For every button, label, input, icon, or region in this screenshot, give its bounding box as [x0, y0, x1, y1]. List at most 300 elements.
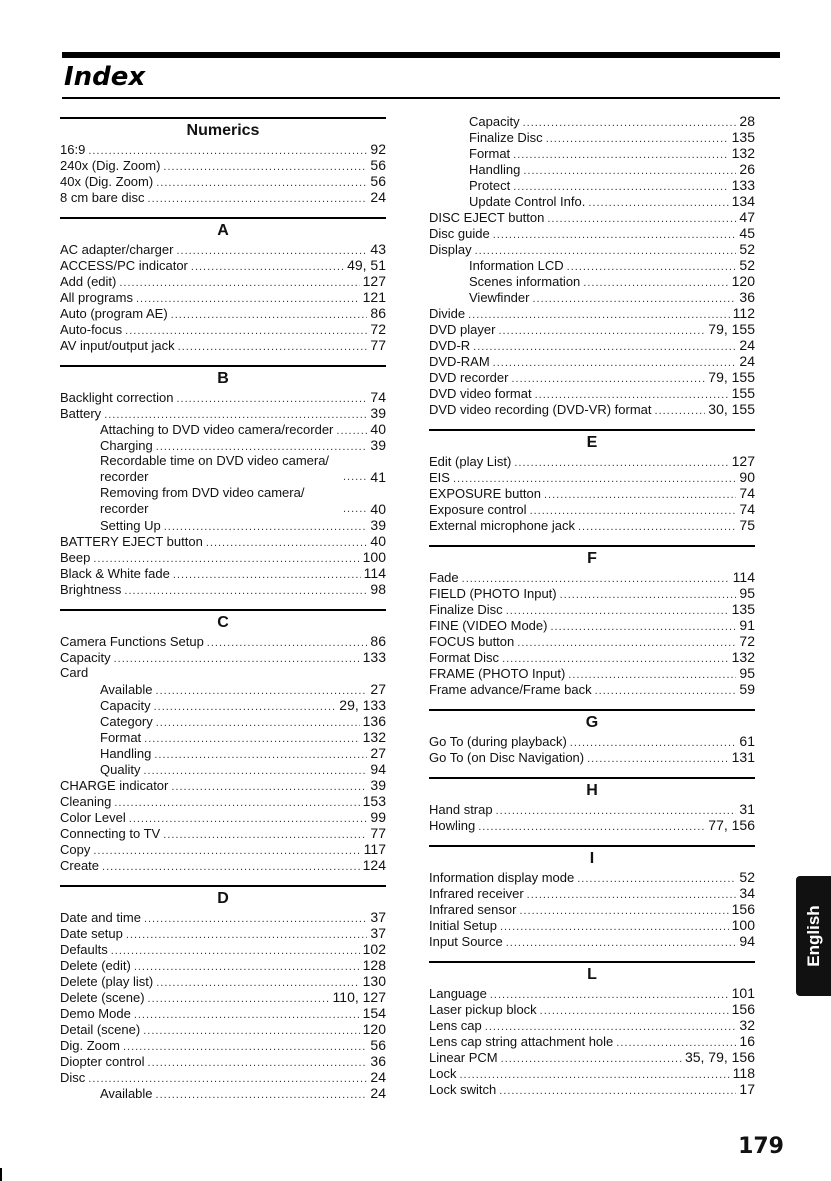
dot-leader: [156, 1087, 368, 1103]
section-heading: L: [587, 966, 597, 983]
section-heading: B: [217, 370, 229, 387]
index-entry: [60, 1021, 386, 1037]
index-subentry: [429, 193, 755, 209]
entry-pages: 24: [370, 1085, 386, 1101]
entry-term: Diopter control: [60, 1054, 145, 1069]
entry-pages: 101: [731, 985, 755, 1001]
language-tab-label: English: [803, 905, 823, 967]
entry-term: Create: [60, 858, 100, 873]
section-heading: E: [586, 434, 598, 451]
entry-pages: 114: [363, 565, 386, 581]
index-section: [429, 845, 755, 949]
dot-leader: [176, 391, 367, 407]
entry-pages: 29, 133: [339, 697, 386, 713]
dot-leader: [88, 1071, 367, 1087]
index-entry: [60, 989, 386, 1005]
index-subentry: [429, 145, 755, 161]
entry-term: Display: [429, 242, 472, 257]
dot-leader: [546, 131, 729, 147]
entry-pages: 36: [739, 289, 755, 305]
index-entry: [429, 817, 755, 833]
dot-leader: [544, 487, 736, 503]
section-heading: G: [585, 714, 599, 731]
dot-leader: [124, 583, 367, 599]
index-entry: [429, 649, 755, 665]
dot-leader: [560, 587, 737, 603]
entry-pages: 24: [370, 1069, 386, 1085]
dot-leader: [588, 195, 728, 211]
entry-term: Disc: [60, 1070, 86, 1085]
dot-leader: [502, 651, 729, 667]
entry-pages: 120: [731, 273, 755, 289]
entry-term: Laser pickup block: [429, 1002, 537, 1017]
dot-leader: [578, 519, 736, 535]
index-entry: [429, 617, 755, 633]
index-section: [60, 117, 386, 205]
dot-leader: [523, 115, 737, 131]
dot-leader: [119, 275, 359, 291]
dot-leader: [207, 635, 368, 651]
left-column: [60, 117, 386, 1113]
entry-pages: 95: [739, 665, 755, 681]
dot-leader: [459, 1067, 729, 1083]
section-heading: Numerics: [186, 122, 260, 139]
entry-pages: 99: [370, 809, 386, 825]
corner-mark: [0, 1168, 2, 1181]
entry-term: 16:9: [60, 142, 86, 157]
entry-term: Howling: [429, 818, 476, 833]
index-entry: [429, 501, 755, 517]
entry-term: Infrared receiver: [429, 886, 524, 901]
index-entry: [429, 1065, 755, 1081]
entry-pages: 47: [739, 209, 755, 225]
entry-pages: 26: [739, 161, 755, 177]
entry-pages: 56: [370, 173, 386, 189]
entry-pages: 72: [370, 321, 386, 337]
dot-leader: [336, 423, 367, 439]
index-entry: [60, 405, 386, 421]
dot-leader: [490, 987, 729, 1003]
index-entry: [60, 581, 386, 597]
entry-term: Available: [100, 682, 153, 697]
entry-pages: 156: [731, 901, 755, 917]
entry-pages: 86: [370, 633, 386, 649]
index-entry: [429, 225, 755, 241]
entry-term: FOCUS button: [429, 634, 515, 649]
section-rule: [60, 365, 386, 367]
entry-pages: 39: [370, 437, 386, 453]
index-entry: [429, 1049, 755, 1065]
dot-leader: [191, 259, 344, 275]
entry-term: Language: [429, 986, 487, 1001]
entry-pages: 39: [370, 517, 386, 533]
index-entry: [60, 549, 386, 565]
entry-term: Card: [60, 665, 89, 680]
entry-term: CHARGE indicator: [60, 778, 169, 793]
entry-pages: 52: [739, 869, 755, 885]
entry-pages: 24: [370, 189, 386, 205]
dot-leader: [136, 291, 360, 307]
index-entry: [429, 385, 755, 401]
entry-pages: 77: [370, 825, 386, 841]
dot-leader: [114, 795, 359, 811]
index-entry: [60, 633, 386, 649]
dot-leader: [114, 651, 360, 667]
dot-leader: [570, 735, 737, 751]
entry-term: 8 cm bare disc: [60, 190, 145, 205]
entry-pages: 77, 156: [708, 817, 755, 833]
dot-leader: [154, 699, 337, 715]
page-title: Index: [64, 62, 146, 92]
entry-term: DVD video format: [429, 386, 532, 401]
entry-pages: 61: [739, 733, 755, 749]
entry-term: Format Disc: [429, 650, 500, 665]
entry-term: Delete (edit): [60, 958, 131, 973]
entry-term: Frame advance/Frame back: [429, 682, 592, 697]
index-section: [60, 217, 386, 353]
index-entry: [429, 353, 755, 369]
index-entry: [60, 1053, 386, 1069]
dot-leader: [468, 307, 730, 323]
index-subentry: [60, 517, 386, 533]
entry-pages: 37: [370, 909, 386, 925]
entry-pages: 98: [370, 581, 386, 597]
entry-pages: 75: [739, 517, 755, 533]
entry-pages: 52: [739, 241, 755, 257]
entry-term: Lock switch: [429, 1082, 497, 1097]
entry-term: Dig. Zoom: [60, 1038, 120, 1053]
entry-term: Backlight correction: [60, 390, 174, 405]
entry-term: Copy: [60, 842, 91, 857]
index-entry: [60, 289, 386, 305]
entry-pages: 135: [731, 601, 755, 617]
index-entry: [429, 749, 755, 765]
entry-pages: 86: [370, 305, 386, 321]
entry-pages: 133: [731, 177, 755, 193]
dot-leader: [567, 259, 737, 275]
entry-pages: 124: [362, 857, 386, 873]
dot-leader: [123, 1039, 367, 1055]
index-entry: [429, 401, 755, 417]
dot-leader: [163, 159, 367, 175]
entry-pages: 77: [370, 337, 386, 353]
index-subentry: [429, 129, 755, 145]
entry-pages: 127: [362, 273, 386, 289]
entry-pages: 27: [370, 681, 386, 697]
index-entry: [60, 1005, 386, 1021]
index-subentry: [429, 273, 755, 289]
dot-leader: [530, 503, 737, 519]
section-rule: [429, 845, 755, 847]
entry-pages: 117: [363, 841, 386, 857]
entry-term: Add (edit): [60, 274, 117, 289]
index-entry: [60, 909, 386, 925]
index-entry: [429, 665, 755, 681]
dot-leader: [173, 567, 361, 583]
index-subentry: [429, 257, 755, 273]
index-entry: [60, 389, 386, 405]
dot-leader: [171, 779, 367, 795]
dot-leader: [88, 143, 367, 159]
entry-pages: 31: [739, 801, 755, 817]
entry-term: Detail (scene): [60, 1022, 141, 1037]
entry-term: Edit (play List): [429, 454, 512, 469]
entry-term: Auto-focus: [60, 322, 123, 337]
dot-leader: [595, 683, 737, 699]
index-entry: [60, 533, 386, 549]
index-entry: [429, 369, 755, 385]
index-subentry: [60, 681, 386, 697]
dot-leader: [144, 731, 359, 747]
index-subentry: [429, 113, 755, 129]
entry-term: External microphone jack: [429, 518, 575, 533]
section-rule: [60, 117, 386, 119]
entry-pages: 52: [739, 257, 755, 273]
entry-pages: 100: [731, 917, 755, 933]
entry-term: Available: [100, 1086, 153, 1101]
entry-term: Color Level: [60, 810, 126, 825]
dot-leader: [527, 887, 737, 903]
entry-term: Go To (during playback): [429, 734, 567, 749]
index-subentry: [60, 697, 386, 713]
entry-term: Format: [469, 146, 511, 161]
entry-term: Date and time: [60, 910, 141, 925]
dot-leader: [587, 751, 729, 767]
entry-pages: 132: [362, 729, 386, 745]
entry-term: All programs: [60, 290, 133, 305]
section-rule: [429, 961, 755, 963]
section-heading: A: [217, 222, 229, 239]
entry-term: Battery: [60, 406, 102, 421]
entry-pages: 155: [731, 385, 755, 401]
index-entry: [60, 189, 386, 205]
index-section: [60, 365, 386, 597]
index-entry: [429, 901, 755, 917]
entry-term: Information LCD: [469, 258, 564, 273]
entry-pages: 41: [370, 469, 386, 485]
entry-term: Demo Mode: [60, 1006, 131, 1021]
dot-leader: [547, 211, 736, 227]
dot-leader: [498, 323, 705, 339]
entry-term: Date setup: [60, 926, 123, 941]
section-heading: C: [217, 614, 229, 631]
entry-term: Information display mode: [429, 870, 575, 885]
index-entry: [60, 1037, 386, 1053]
entry-term: Attaching to DVD video camera/recorder: [100, 422, 334, 437]
dot-leader: [156, 975, 359, 991]
dot-leader: [493, 355, 737, 371]
index-subentry: [60, 761, 386, 777]
entry-pages: 134: [731, 193, 755, 209]
section-rule: [429, 429, 755, 431]
section-rule: [429, 777, 755, 779]
entry-pages: 94: [370, 761, 386, 777]
dot-leader: [148, 191, 368, 207]
dot-leader: [178, 339, 368, 355]
index-entry: [429, 869, 755, 885]
index-entry: [60, 649, 386, 665]
dot-leader: [111, 943, 360, 959]
entry-term: Defaults: [60, 942, 108, 957]
index-entry: [60, 257, 386, 273]
entry-term: Handling: [100, 746, 152, 761]
dot-leader: [143, 763, 367, 779]
entry-term: Finalize Disc: [469, 130, 543, 145]
index-entry: [60, 321, 386, 337]
entry-pages: 121: [362, 289, 386, 305]
dot-leader: [514, 455, 728, 471]
entry-term: 40x (Dig. Zoom): [60, 174, 154, 189]
index-entry: [429, 801, 755, 817]
entry-term: ACCESS/PC indicator: [60, 258, 188, 273]
entry-term: Handling: [469, 162, 521, 177]
index-entry: [60, 1069, 386, 1085]
entry-term: Finalize Disc: [429, 602, 503, 617]
dot-leader: [148, 991, 330, 1007]
entry-term: Connecting to TV: [60, 826, 161, 841]
index-entry: [60, 141, 386, 157]
section-heading: H: [586, 782, 598, 799]
entry-term: Brightness: [60, 582, 122, 597]
index-entry: [60, 925, 386, 941]
entry-term: Exposure control: [429, 502, 527, 517]
section-heading: F: [587, 550, 597, 567]
index-section: [429, 545, 755, 697]
entry-term: Setting Up: [100, 518, 161, 533]
index-entry: [60, 941, 386, 957]
entry-pages: 37: [370, 925, 386, 941]
entry-pages: 40: [370, 421, 386, 437]
entry-term: Format: [100, 730, 142, 745]
index-subentry: [429, 289, 755, 305]
entry-pages: 95: [739, 585, 755, 601]
dot-leader: [93, 843, 360, 859]
entry-term: Quality: [100, 762, 141, 777]
index-entry: [60, 777, 386, 793]
index-entry: [429, 485, 755, 501]
entry-pages: 120: [362, 1021, 386, 1037]
entry-pages: 90: [739, 469, 755, 485]
index-entry: [429, 241, 755, 257]
dot-leader: [206, 535, 368, 551]
index-entry: [60, 273, 386, 289]
entry-pages: 127: [731, 453, 755, 469]
dot-leader: [535, 387, 729, 403]
entry-pages: 110, 127: [332, 989, 386, 1005]
entry-term: FIELD (PHOTO Input): [429, 586, 557, 601]
index-entry: [429, 1081, 755, 1097]
index-entry: [429, 453, 755, 469]
entry-term: DVD player: [429, 322, 496, 337]
dot-leader: [125, 323, 367, 339]
section-heading: I: [589, 850, 595, 867]
entry-term: Cleaning: [60, 794, 112, 809]
index-entry: [429, 585, 755, 601]
dot-leader: [475, 243, 737, 259]
entry-pages: 45: [739, 225, 755, 241]
entry-pages: 154: [362, 1005, 386, 1021]
dot-leader: [485, 1019, 737, 1035]
dot-leader: [154, 747, 367, 763]
entry-pages: 156: [731, 1001, 755, 1017]
index-entry: [429, 733, 755, 749]
dot-leader: [655, 403, 706, 419]
entry-pages: 132: [731, 649, 755, 665]
dot-leader: [473, 339, 736, 355]
index-entry: [429, 885, 755, 901]
entry-term: Charging: [100, 438, 153, 453]
dot-leader: [583, 275, 728, 291]
index-entry: [429, 469, 755, 485]
dot-leader: [129, 811, 368, 827]
index-subentry: [60, 1085, 386, 1101]
entry-term: BATTERY EJECT button: [60, 534, 203, 549]
dot-leader: [93, 551, 359, 567]
language-tab: [796, 876, 831, 996]
index-section: [60, 609, 386, 873]
entry-term: Lens cap: [429, 1018, 482, 1033]
entry-pages: 92: [370, 141, 386, 157]
index-section: [429, 777, 755, 833]
index-entry: [429, 1017, 755, 1033]
index-entry: [429, 933, 755, 949]
index-entry: [429, 1033, 755, 1049]
entry-term: AC adapter/charger: [60, 242, 174, 257]
entry-term: Viewfinder: [469, 290, 530, 305]
index-entry: [429, 1001, 755, 1017]
entry-pages: 56: [370, 1037, 386, 1053]
entry-pages: 91: [739, 617, 755, 633]
entry-pages: 79, 155: [708, 369, 755, 385]
entry-pages: 79, 155: [708, 321, 755, 337]
dot-leader: [164, 519, 368, 535]
entry-term: Recordable time on DVD video camera/ recorder: [100, 453, 330, 484]
dot-leader: [577, 871, 736, 887]
entry-term: DVD-RAM: [429, 354, 490, 369]
dot-leader: [343, 469, 367, 485]
entry-term: Infrared sensor: [429, 902, 517, 917]
index-entry: [60, 973, 386, 989]
index-entry: [60, 305, 386, 321]
entry-pages: 74: [739, 485, 755, 501]
dot-leader: [568, 667, 736, 683]
entry-term: EIS: [429, 470, 450, 485]
entry-term: Hand strap: [429, 802, 493, 817]
dot-leader: [506, 935, 737, 951]
entry-pages: 43: [370, 241, 386, 257]
index-subentry: [429, 161, 755, 177]
index-subentry: [60, 485, 386, 517]
index-entry: [429, 517, 755, 533]
entry-pages: 135: [731, 129, 755, 145]
index-entry: [60, 825, 386, 841]
right-column: [429, 113, 755, 1109]
entry-pages: 35, 79, 156: [684, 1049, 755, 1065]
dot-leader: [176, 243, 367, 259]
entry-term: FINE (VIDEO Mode): [429, 618, 548, 633]
entry-pages: 72: [739, 633, 755, 649]
index-entry: [60, 173, 386, 189]
entry-term: Black & White fade: [60, 566, 170, 581]
entry-term: DVD-R: [429, 338, 471, 353]
entry-term: Beep: [60, 550, 91, 565]
entry-pages: 40: [370, 501, 386, 517]
index-subentry: [60, 421, 386, 437]
entry-term: FRAME (PHOTO Input): [429, 666, 566, 681]
entry-term: Protect: [469, 178, 511, 193]
dot-leader: [523, 163, 736, 179]
entry-pages: 132: [731, 145, 755, 161]
